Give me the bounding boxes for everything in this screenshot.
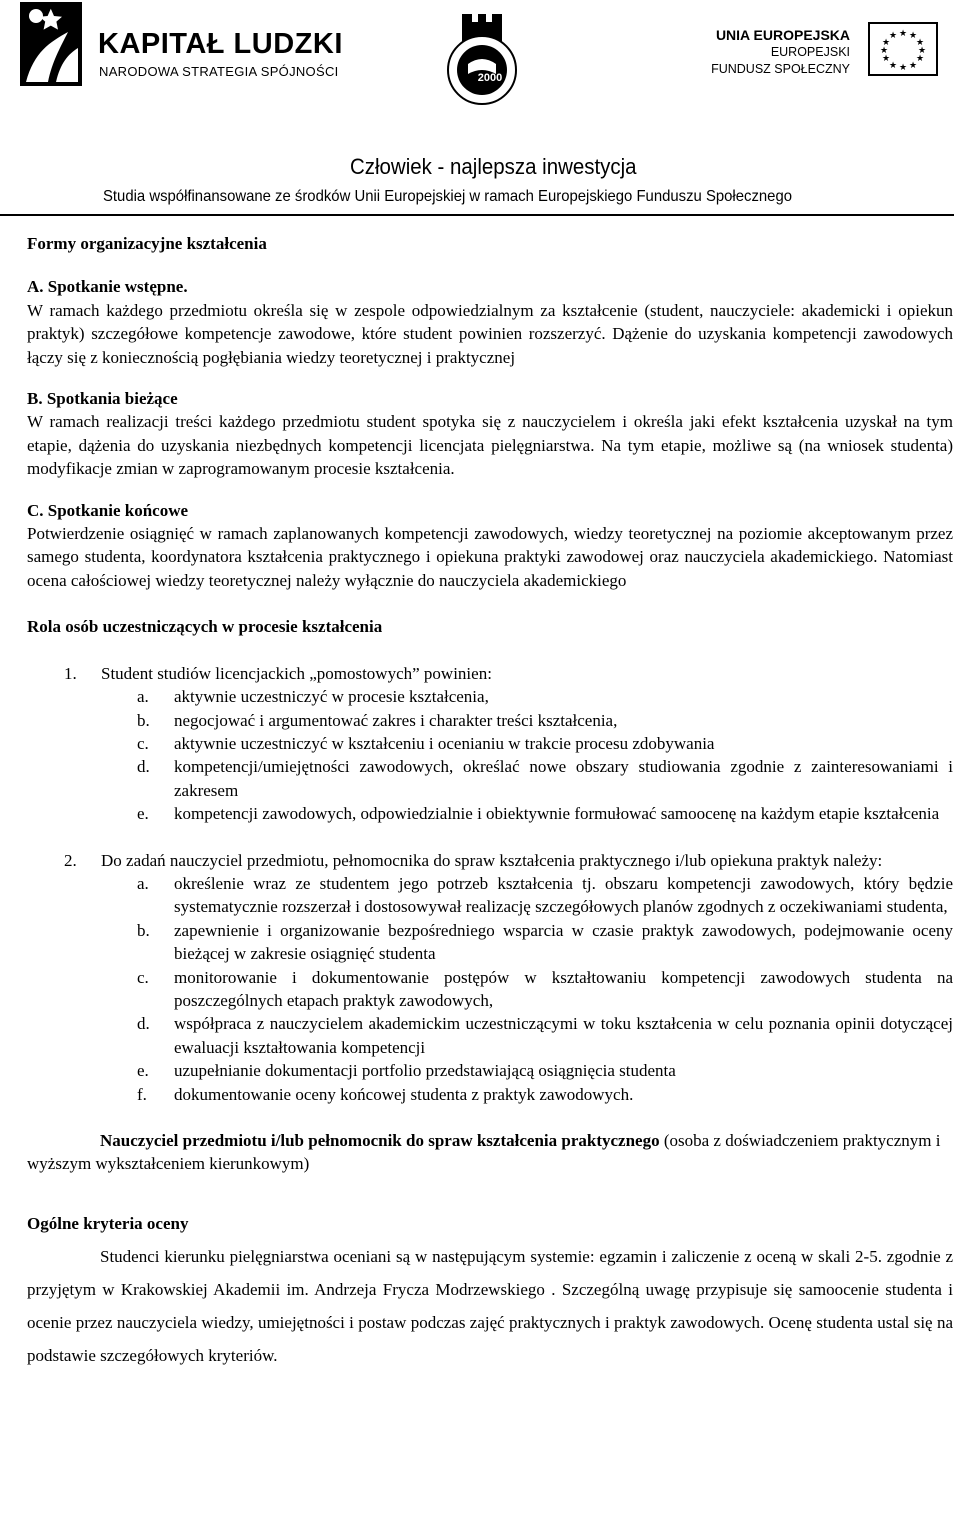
list-item (27, 685, 953, 708)
section-c-text: Potwierdzenie osiągnięć w ramach zaplanowanych kompetencji zawodowych, wiedzy teoretycznej na poziomie akceptowanym przez samego studenta, koordynatora kształcenia praktycznego i opiekuna praktyki zawodowej oraz nauczyciela akademickiego. Natomiast ocena całościowej wiedzy teoretycznej należy wyłącznie do nauczyciela akademickiego (27, 524, 953, 590)
section-a-heading: A. Spotkanie wstępne. (27, 277, 188, 297)
list-item-text: monitorowanie i dokumentowanie postępów w kształtowaniu kompetencji zawodowych studenta na poszczególnych etapach praktyk zawodowych, (174, 967, 953, 1010)
svg-text:★: ★ (898, 29, 908, 39)
eu-line-2: FUNDUSZ SPOŁECZNY (711, 62, 850, 76)
list-item-text: aktywnie uczestniczyć w procesie kształcenia, (174, 687, 489, 707)
teacher-rest-text: (osoba z doświadczeniem praktycznym i wyższym wykształceniem kierunkowym) (27, 1131, 941, 1174)
svg-text:★: ★ (898, 63, 908, 73)
spacer (27, 369, 953, 387)
list-item-text: Do zadań nauczyciel przedmiotu, pełnomocnika do spraw kształcenia praktycznego i/lub opiekuna praktyk należy: (101, 850, 883, 870)
list-item-text: negocjować i argumentować zakres i charakter treści kształcenia, (174, 710, 618, 730)
svg-text:★: ★ (881, 54, 891, 64)
section-a-text: W ramach każdego przedmiotu określa się w zespole odpowiedzialnym za kształcenie (student, nauczyciele: akademicki i opiekun praktyk) szczegółowe kompetencje zawodowe, które student powinien rozszerzyć. Dążenie do uzyskania kompetencji zawodowych łączy się z koniecznością pogłębiania wiedzy teoretycznej i praktycznej (27, 300, 953, 367)
kapital-ludzki-subtitle: NARODOWA STRATEGIA SPÓJNOŚCI (99, 64, 339, 79)
list-item (27, 1012, 953, 1059)
list-item-text: współpraca z nauczycielem akademickim uczestniczącymi w toku kształcenia w celu poznania opinii dotyczącej ewaluacji kształtowania kompetencji (174, 1014, 953, 1057)
section-b-heading: B. Spotkania bieżące (27, 389, 178, 409)
svg-text:★: ★ (888, 61, 898, 71)
svg-text:★: ★ (917, 46, 927, 56)
kapital-ludzki-logo-icon (20, 2, 82, 86)
roles-item-2 (27, 849, 953, 872)
list-letter: e. (137, 804, 149, 824)
eu-title: UNIA EUROPEJSKA (715, 27, 850, 43)
list-item-text: Student studiów licencjackich „pomostowych” powinien: (101, 663, 492, 683)
roles-item-1-sublist (27, 685, 953, 825)
spacer (27, 481, 953, 499)
document-content (27, 228, 953, 1372)
svg-text:★: ★ (908, 31, 918, 41)
kapital-ludzki-title: KAPITAŁ LUDZKI (98, 28, 343, 60)
list-letter: d. (137, 757, 150, 777)
list-item-text: zapewnienie i organizowanie bezpośredniego wsparcia w czasie praktyk zawodowych, podejmowanie oceny bieżącej w zakresie osiągnięć studenta (174, 920, 953, 964)
list-letter: d. (137, 1014, 150, 1034)
eu-flag-icon (868, 22, 938, 76)
list-item-text: określenie wraz ze studentem jego potrzeb kształcenia tj. obszaru kompetencji zawodowych, który będzie systematycznie rozszerzał i dostosowywał realizację szczegółowych planów zgodnych z oczekiwaniami studenta, (174, 873, 953, 917)
list-letter: c. (137, 733, 149, 753)
page-header (0, 0, 960, 218)
list-letter: b. (137, 920, 150, 940)
svg-text:★: ★ (879, 46, 889, 56)
teacher-paragraph (27, 1129, 953, 1176)
slogan: Człowiek - najlepsza inwestycja (350, 154, 637, 179)
svg-text:★: ★ (888, 31, 898, 41)
list-item-text: dokumentowanie oceny końcowej studenta z praktyk zawodowych. (174, 1084, 634, 1104)
forms-heading: Formy organizacyjne kształcenia (27, 234, 267, 253)
list-letter: c. (137, 967, 149, 987)
eu-line-1: EUROPEJSKI (770, 45, 850, 59)
list-item (27, 872, 953, 919)
university-crest-icon (440, 14, 524, 106)
roles-item-2-sublist (27, 872, 953, 1106)
criteria-heading: Ogólne kryteria oceny (27, 1213, 189, 1233)
svg-text:★: ★ (915, 54, 925, 64)
list-item-text: aktywnie uczestniczyć w kształceniu i ocenianiu w trakcie procesu zdobywania (174, 733, 715, 753)
list-number: 1. (64, 663, 77, 683)
list-item (27, 1059, 953, 1082)
section-b-text: W ramach realizacji treści każdego przedmiotu student spotyka się z nauczycielem i określa jaki efekt kształcenia uzyskał na tym etapie, dążenia do uzyskania niezbędnych kompetencji licencjata pielęgniarstwa. Na tym etapie, możliwe są (na wniosek studenta) modyfikacje zmian w zaprogramowanym procesie kształcenia. (27, 412, 953, 479)
list-letter: e. (137, 1061, 149, 1081)
section-c-heading: C. Spotkanie końcowe (27, 500, 189, 520)
list-item-text: kompetencji zawodowych, odpowiedzialnie i obiektywnie formułować samoocenę na każdym etapie kształcenia (174, 804, 940, 824)
roles-item-1 (27, 662, 953, 685)
spacer (27, 255, 953, 275)
list-item (27, 802, 953, 825)
svg-text:★: ★ (915, 38, 925, 48)
svg-text:★: ★ (908, 61, 918, 71)
list-item (27, 755, 953, 802)
spacer (27, 1176, 953, 1212)
list-letter: b. (137, 710, 150, 730)
list-letter: a. (137, 687, 149, 707)
spacer (27, 1106, 953, 1129)
list-item-text: uzupełnianie dokumentacji portfolio przedstawiającą osiągnięcia studenta (174, 1061, 676, 1081)
spacer (27, 826, 953, 849)
criteria-text: Studenci kierunku pielęgniarstwa oceniani są w następującym systemie: egzamin i zaliczenie z oceną w skali 2-5. zgodnie z przyjętym w Krakowskiej Akademii im. Andrzeja Frycza Modrzewskiego . Szczególną uwagę przypisuje się samoocenie studenta i ocenie przez nauczyciela wiedzy, umiejętności i postaw podczas zajęć praktycznych i praktyk zawodowych. Ocenę studenta ustal się na podstawie szczegółowych kryteriów. (27, 1247, 953, 1365)
list-item (27, 966, 953, 1013)
svg-text:★: ★ (881, 38, 891, 48)
list-item-text: kompetencji/umiejętności zawodowych, określać nowe obszary studiowania zgodnie z zainteresowaniami i zakresem (174, 757, 953, 800)
spacer (27, 592, 953, 615)
list-letter: a. (137, 873, 149, 893)
eu-text-block (700, 26, 850, 78)
list-item (27, 709, 953, 732)
roles-heading: Rola osób uczestniczących w procesie kształcenia (27, 617, 383, 637)
list-letter: f. (137, 1084, 147, 1104)
cofinancing-note: Studia współfinansowane ze środków Unii Europejskiej w ramach Europejskiego Funduszu Społecznego (103, 188, 792, 205)
list-item (27, 732, 953, 755)
teacher-bold-text: Nauczyciel przedmiotu i/lub pełnomocnik do spraw kształcenia praktycznego (100, 1131, 660, 1150)
list-item (27, 1083, 953, 1106)
list-number: 2. (64, 850, 77, 870)
header-divider (0, 214, 954, 216)
spacer (27, 639, 953, 662)
list-item (27, 919, 953, 966)
crest-year: 2000 (477, 72, 503, 84)
